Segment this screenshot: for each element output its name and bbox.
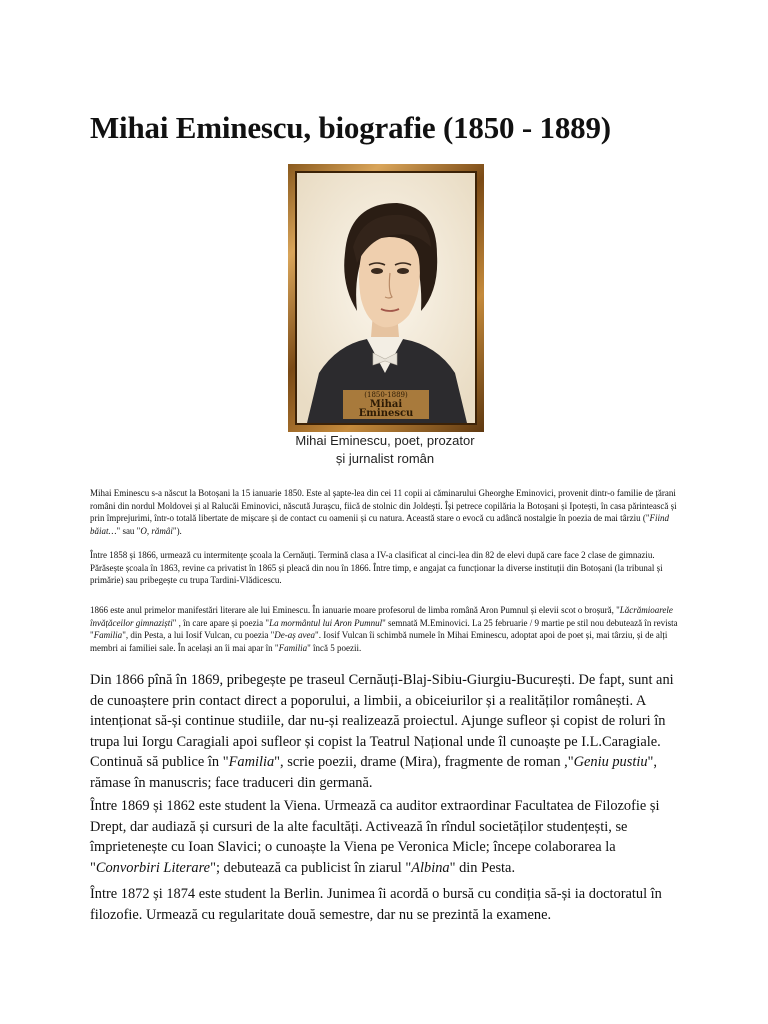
p3-italic-j: Familia bbox=[278, 642, 308, 653]
p1-italic-b: Fiind băiat… bbox=[90, 513, 670, 536]
paragraph-1 bbox=[90, 487, 682, 537]
page-title: Mihai Eminescu, biografie (1850 - 1889) bbox=[90, 110, 611, 145]
p1-text-a: Mihai Eminescu s-a născut la Botoșani la 15 ianuarie 1850. Este al șapte-lea din cei 11 copii ai căminarului Gheorghe Eminovici, provenit dintr-o familie de țărani români din nordul Moldovei și al Ralucăi Eminovici, născută Jurașcu, fiică de stolnic din Joldești. Își petrece copilăria la Botoșani și Ipotești, în casa părintească și prin împrejurimi, într-o totală libertate de mișcare și de contact cu oamenii și cu natura. Această stare o evocă cu adâncă nostalgie în poezia de mai târziu (" bbox=[90, 488, 677, 523]
p3-text-i: ". Iosif Vulcan îi schimbă numele în Mihai Eminescu, adoptat apoi de poet și, mai târziu, și de alți membri ai familiei sale. În același an îi mai apar în " bbox=[90, 630, 668, 653]
p3-italic-d: La mormântul lui Aron Pumnul bbox=[269, 617, 383, 628]
p4-text-a: Din 1866 pînă în 1869, pribegește pe traseul Cernăuți-Blaj-Sibiu-Giurgiu-București. De fapt, sunt ani de cunoaștere prin contact direct a poporului, a limbii, a obiceiurilor și a realităților românești. A intenționat să-și continue studiile, dar nu-și realizează proiectul. Ajunge sufleor și copist de roluri în trupa lui Iorgu Caragiali apoi sufleor și copist la Teatrul Național unde îl cunoaște pe I.L.Caragiale. Continuă să publice în " bbox=[90, 672, 674, 771]
caption-line-1: Mihai Eminescu, poet, prozator bbox=[295, 433, 475, 448]
portrait-image bbox=[295, 171, 477, 425]
p5-italic-d: Albina bbox=[411, 859, 450, 876]
p5-text-c: "; debutează ca publicist în ziarul " bbox=[210, 859, 412, 876]
p1-text-c: " sau " bbox=[116, 525, 141, 536]
paragraph-3 bbox=[90, 604, 682, 654]
p4-italic-d: Geniu pustiu bbox=[573, 754, 648, 771]
paragraph-5 bbox=[90, 796, 682, 878]
p3-text-e: " semnată M.Eminovici. La 25 februarie / 9 martie pe stil nou debutează în revista " bbox=[90, 617, 678, 640]
plaque-name: Mihai Eminescu bbox=[358, 399, 414, 419]
p3-italic-h: De-aș avea bbox=[274, 630, 316, 640]
portrait-frame bbox=[288, 164, 484, 432]
p5-italic-b: Convorbiri Literare bbox=[95, 859, 211, 876]
p3-text-k: " încă 5 poezii. bbox=[307, 642, 362, 653]
p4-text-e: ", rămase în manuscris; face traduceri din germană. bbox=[90, 754, 658, 791]
image-caption bbox=[274, 432, 496, 468]
paragraph-4 bbox=[90, 670, 682, 794]
p1-text-e: "). bbox=[172, 525, 182, 536]
paragraph-2: Între 1858 și 1866, urmează cu intermitențe școala la Cernăuți. Termină clasa a IV-a clasificat al cinci-lea din 82 de elevi după care face 2 clase de gimnaziu. Părăsește școala în 1863, revine ca privatist în 1865 și pleacă din nou în 1866. Între timp, e angajat ca funcționar la diverse instituții din Botoșani (la tribunal și primărie) sau pribegește cu trupa Tardini-Vlădicescu. bbox=[90, 550, 663, 585]
paragraph-6: Între 1872 și 1874 este student la Berlin. Junimea îi acordă o bursă cu condiția să-și ia doctoratul în filozofie. Urmează cu regularitate două semestre, dar nu se prezintă la examene. bbox=[90, 886, 662, 923]
portrait-plaque bbox=[343, 390, 429, 419]
portrait-drawing bbox=[297, 173, 475, 423]
p3-text-a: 1866 este anul primelor manifestări literare ale lui Eminescu. În ianuarie moare profesorul de limba română Aron Pumnul și elevii scot o broșură, " bbox=[90, 605, 620, 615]
p3-text-g: ", din Pesta, a lui Iosif Vulcan, cu poezia " bbox=[122, 630, 275, 640]
caption-line-2: și jurnalist român bbox=[335, 451, 435, 466]
p3-text-c: " , în care apare și poezia " bbox=[172, 617, 270, 628]
p4-text-c: ", scrie poezii, drame (Mira), fragmente de roman ," bbox=[274, 754, 574, 771]
p4-italic-b: Familia bbox=[228, 754, 275, 771]
p3-italic-b: Lăcrămioarele învățăceilor gimnaziști bbox=[90, 605, 673, 628]
p5-text-a: Între 1869 și 1862 este student la Viena. Urmează ca auditor extraordinar Facultatea de Filozofie și Drept, dar audiază și cursuri de la alte facultăți. Activează în rîndul societăților studențești, se împrietenește cu Ioan Slavici; o cunoaște la Viena pe Veronica Micle; începe colaborarea la " bbox=[90, 798, 660, 876]
p3-italic-f: Familia bbox=[93, 630, 123, 640]
p1-italic-d: O, rămâi bbox=[140, 525, 173, 536]
plaque-years: (1850-1889) bbox=[364, 391, 408, 399]
p5-text-e: " din Pesta. bbox=[449, 859, 516, 876]
